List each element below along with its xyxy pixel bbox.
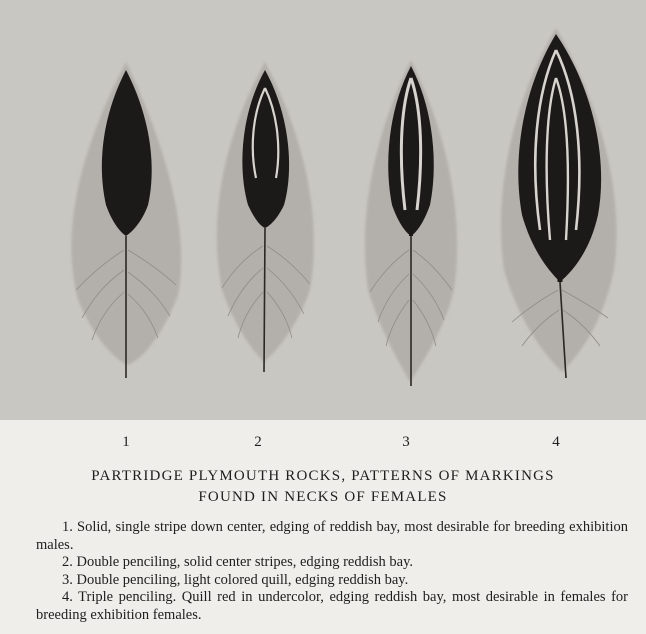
caption-4: 4. Triple penciling. Quill red in undercolor, edging reddish bay, most desirable in females for breeding exhibition females.: [36, 589, 628, 623]
feather-1-image: [71, 62, 181, 378]
feather-2-image: [217, 62, 314, 372]
caption-3: 3. Double penciling, light colored quill, edging reddish bay.: [62, 571, 409, 588]
figure-title-line-1: PARTRIDGE PLYMOUTH ROCKS, PATTERNS OF MARKINGS: [91, 468, 555, 484]
feather-4-image: [501, 28, 617, 378]
figure-title: [0, 466, 646, 508]
caption-1: 1. Solid, single stripe down center, edging of reddish bay, most desirable for breeding exhibition males.: [36, 519, 628, 553]
figure-numbers: [0, 434, 646, 456]
figure-number-1: 1: [122, 434, 130, 450]
figure-number-4: 4: [552, 434, 560, 450]
caption-2: 2. Double penciling, solid center stripes, edging reddish bay.: [62, 554, 414, 571]
figure-captions: [36, 519, 628, 625]
figure-number-3: 3: [402, 434, 410, 450]
feather-3-image: [365, 60, 457, 386]
figure-number-2: 2: [254, 434, 262, 450]
figure-title-line-2: FOUND IN NECKS OF FEMALES: [198, 489, 448, 505]
